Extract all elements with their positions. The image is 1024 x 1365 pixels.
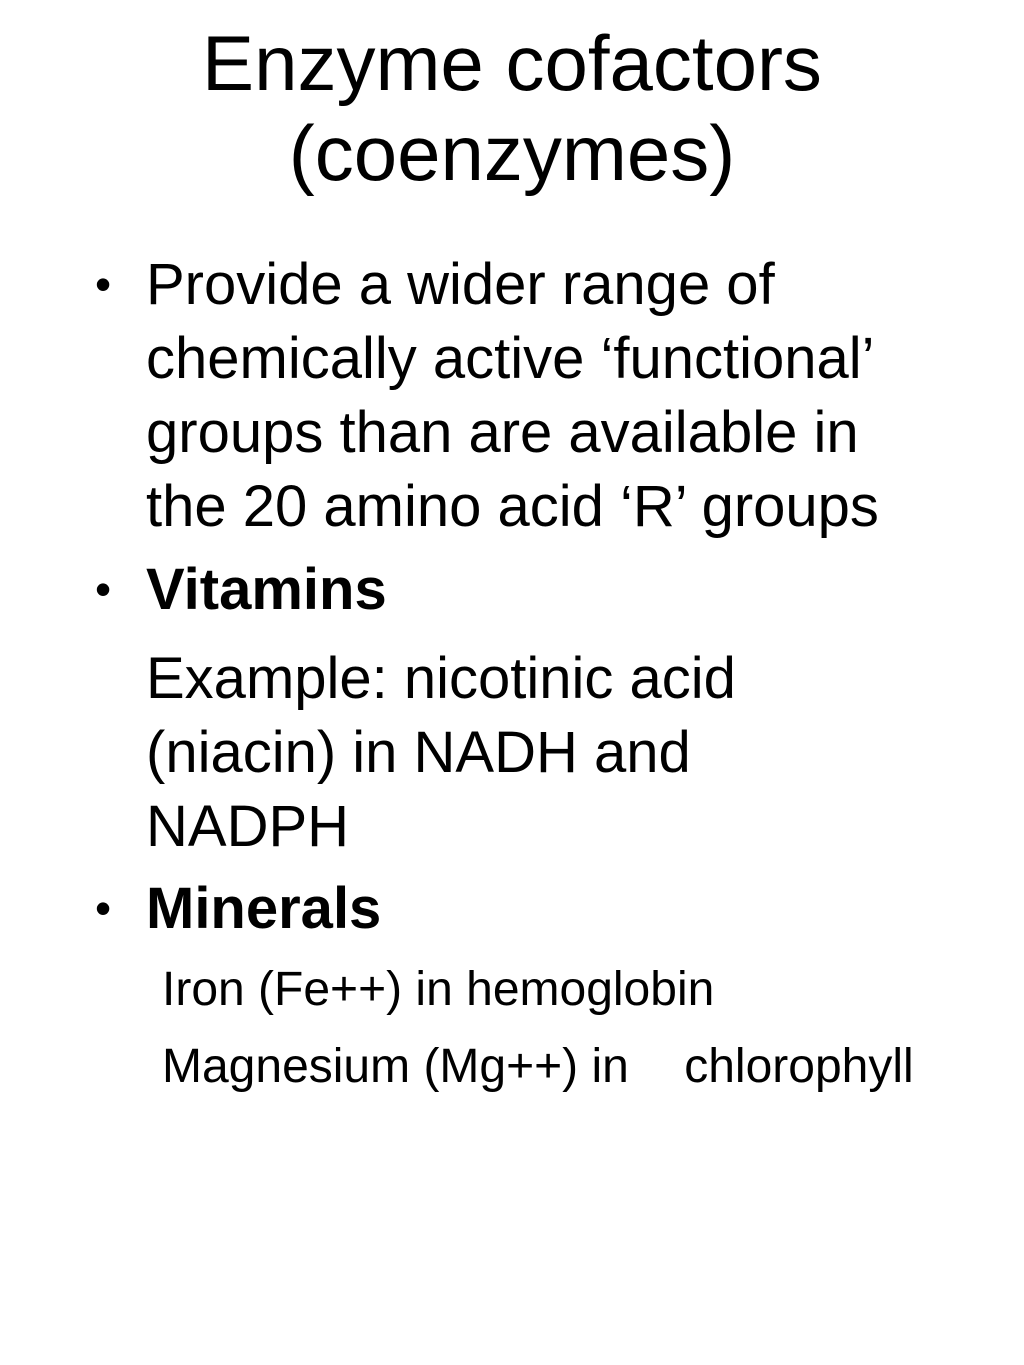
mineral-item-magnesium — [162, 1035, 914, 1099]
bullet-text-line: Provide a wider range of — [146, 252, 775, 317]
bullet-icon: • — [95, 258, 112, 310]
slide-title — [0, 18, 1024, 198]
example-text-line: NADPH — [146, 794, 350, 859]
vitamins-example — [146, 642, 736, 864]
bullet-icon: • — [95, 563, 112, 615]
title-line: (coenzymes) — [288, 109, 736, 197]
example-text-line: (niacin) in NADH and — [146, 720, 691, 785]
example-text-line: Example: nicotinic acid — [146, 646, 736, 711]
mineral-text-line: Magnesium (Mg++) in — [162, 1040, 629, 1093]
bullet-vitamins-heading: Vitamins — [146, 557, 387, 622]
bullet-functional-groups — [146, 248, 879, 544]
bullet-text-line: chemically active ‘functional’ — [146, 326, 875, 391]
mineral-item-iron: Iron (Fe++) in hemoglobin — [162, 963, 715, 1016]
bullet-minerals-heading: Minerals — [146, 876, 382, 941]
bullet-text-line: groups than are available in — [146, 400, 859, 465]
bullet-text-line: the 20 amino acid ‘R’ groups — [146, 474, 879, 539]
bullet-icon: • — [95, 882, 112, 934]
mineral-text-line: chlorophyll — [684, 1040, 914, 1093]
title-line: Enzyme cofactors — [202, 19, 822, 107]
